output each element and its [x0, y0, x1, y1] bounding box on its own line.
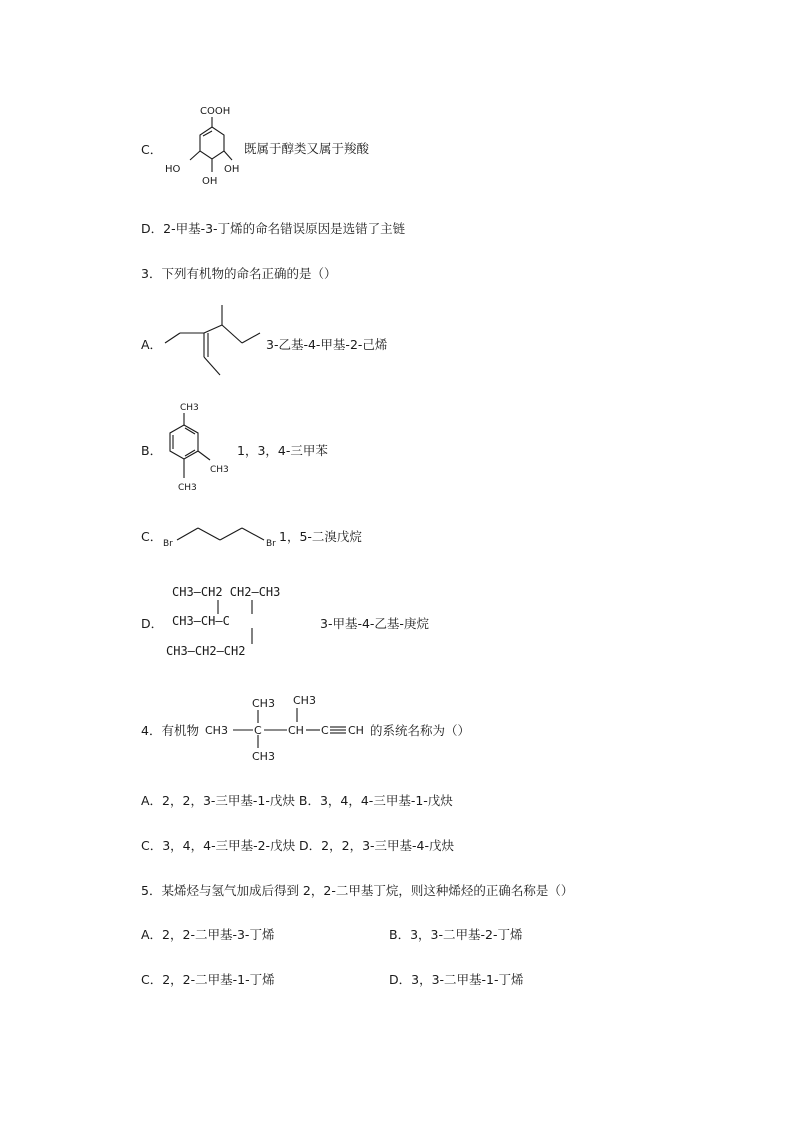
ch-label: CH — [288, 724, 304, 737]
terminal-ch-label: CH — [348, 724, 364, 737]
q5-option-d: D．3，3-二甲基-1-丁烯 — [389, 972, 524, 987]
q3-option-d-letter: D． — [141, 616, 164, 631]
q3-d-line-2: CH3—CH—C — [172, 614, 230, 628]
ch3-top2-label: CH3 — [293, 694, 316, 707]
q3-c-dibromo-structure — [160, 520, 280, 550]
q3-option-c-letter: C． — [141, 529, 163, 544]
q5-option-b: B．3，3-二甲基-2-丁烯 — [389, 927, 523, 942]
option-c-text: 既属于醇类又属于羧酸 — [244, 141, 370, 156]
q4-stem-before: 4．有机物 — [141, 723, 199, 738]
q4-alkyne-structure — [205, 690, 370, 765]
oh-bottom-label: OH — [202, 176, 218, 187]
ch3-top1-label: CH3 — [252, 697, 275, 710]
ch3-right-label: CH3 — [210, 465, 229, 475]
br-right-label: Br — [266, 539, 276, 549]
alkyne-c-label: C — [321, 724, 329, 737]
q3-stem: 3．下列有机物的命名正确的是（） — [141, 266, 337, 281]
q3-option-a-letter: A． — [141, 337, 163, 352]
q4-stem-after: 的系统名称为（） — [370, 723, 471, 738]
br-left-label: Br — [163, 539, 173, 549]
cyclohexene-acid-structure — [160, 100, 250, 185]
ch3-top-label: CH3 — [180, 403, 199, 413]
quaternary-c-label: C — [254, 724, 262, 737]
option-d-text: D．2-甲基-3-丁烯的命名错误原因是选错了主链 — [141, 221, 406, 236]
q5-option-c: C．2，2-二甲基-1-丁烯 — [141, 972, 275, 987]
q3-option-a-name: 3-乙基-4-甲基-2-己烯 — [266, 337, 388, 352]
q4-options-line-2: C．3，4，4-三甲基-2-戊炔 D．2，2，3-三甲基-4-戊炔 — [141, 838, 455, 853]
oh-right-label: OH — [224, 164, 240, 175]
q3-d-line-3: CH3—CH2—CH2 — [166, 644, 246, 658]
q3-option-b-name: 1，3，4-三甲苯 — [237, 443, 328, 458]
q5-option-a: A．2，2-二甲基-3-丁烯 — [141, 927, 275, 942]
q4-options-line-1: A．2，2，3-三甲基-1-戊炔 B．3，4，4-三甲基-1-戊炔 — [141, 793, 453, 808]
option-c-letter: C． — [141, 142, 163, 157]
q3-d-bond-lines — [160, 580, 320, 660]
q3-d-line-1: CH3—CH2 CH2—CH3 — [172, 585, 281, 599]
q3-option-b-letter: B． — [141, 443, 163, 458]
ch3-bottom-label: CH3 — [252, 750, 275, 763]
oh-left-label: HO — [165, 164, 181, 175]
q3-option-c-name: 1，5-二溴戊烷 — [279, 529, 362, 544]
cooh-label: COOH — [200, 106, 231, 117]
q3-a-skeletal-structure — [160, 305, 270, 380]
q5-stem: 5．某烯烃与氢气加成后得到 2，2-二甲基丁烷，则这种烯烃的正确名称是（） — [141, 883, 574, 898]
ch3-bottom-label: CH3 — [178, 483, 197, 493]
q3-option-d-name: 3-甲基-4-乙基-庚烷 — [320, 616, 429, 631]
q3-b-benzene-structure — [160, 398, 240, 498]
ch3-left-label: CH3 — [205, 724, 228, 737]
